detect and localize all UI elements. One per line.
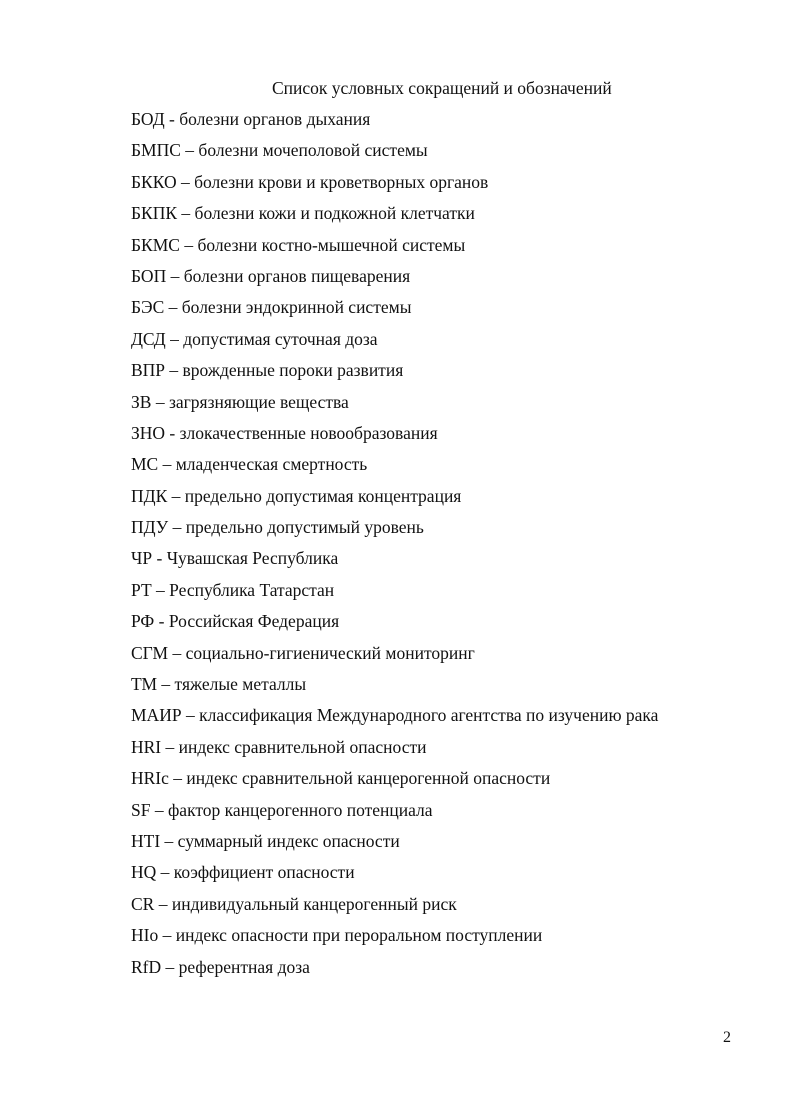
separator: – <box>180 140 199 161</box>
abbreviation-definition: Чувашская Республика <box>166 548 339 569</box>
separator: - <box>154 611 169 632</box>
abbreviation-term: ЧР <box>131 548 153 569</box>
abbreviation-definition: болезни кожи и подкожной клетчатки <box>194 203 475 224</box>
separator: – <box>168 768 187 789</box>
separator: – <box>166 265 184 286</box>
list-item <box>131 264 658 295</box>
abbreviation-definition: индекс опасности при пероральном поступлении <box>175 925 543 946</box>
separator: – <box>150 799 168 820</box>
abbreviation-definition: индекс сравнительной канцерогенной опасности <box>186 768 551 789</box>
list-item <box>131 703 658 734</box>
separator: – <box>157 674 175 695</box>
abbreviation-term: HRI <box>131 736 162 757</box>
separator: – <box>164 297 182 318</box>
list-item <box>131 484 658 515</box>
separator: – <box>158 454 176 475</box>
list-item <box>131 233 658 264</box>
abbreviation-definition: индекс сравнительной опасности <box>178 736 427 757</box>
list-item <box>131 452 658 483</box>
separator: – <box>177 203 195 224</box>
abbreviation-term: HTI <box>131 830 161 851</box>
list-item <box>131 955 658 986</box>
separator: – <box>154 893 172 914</box>
list-item <box>131 107 658 138</box>
abbreviation-term: ЗНО <box>131 422 166 443</box>
separator: – <box>151 579 170 600</box>
list-item <box>131 578 658 609</box>
list-item <box>131 609 658 640</box>
separator: – <box>179 234 198 255</box>
abbreviation-term: HQ <box>131 862 157 883</box>
list-item <box>131 515 658 546</box>
abbreviation-term: ПДУ <box>131 517 169 538</box>
abbreviation-term: БКМС <box>131 234 180 255</box>
abbreviation-term: ДСД <box>131 328 166 349</box>
list-item <box>131 860 658 891</box>
abbreviation-definition: болезни органов пищеварения <box>183 265 411 286</box>
separator: – <box>181 705 200 726</box>
abbreviation-definition: тяжелые металлы <box>174 674 307 695</box>
abbreviation-term: CR <box>131 893 155 914</box>
abbreviation-definition: суммарный индекс опасности <box>177 830 400 851</box>
abbreviation-definition: индивидуальный канцерогенный риск <box>171 893 457 914</box>
separator: - <box>165 422 180 443</box>
list-item <box>131 295 658 326</box>
list-item <box>131 892 658 923</box>
abbreviation-term: БКПК <box>131 203 178 224</box>
separator: – <box>176 171 195 192</box>
list-item <box>131 735 658 766</box>
abbreviation-term: МАИР <box>131 705 182 726</box>
abbreviation-definition: Республика Татарстан <box>169 579 335 600</box>
list-item <box>131 421 658 452</box>
list-item <box>131 672 658 703</box>
separator: – <box>158 925 176 946</box>
list-item <box>131 798 658 829</box>
abbreviation-term: СГМ <box>131 642 169 663</box>
abbreviation-term: БОП <box>131 265 167 286</box>
abbreviation-term: HIo <box>131 925 159 946</box>
abbreviation-term: БЭС <box>131 297 165 318</box>
list-item <box>131 829 658 860</box>
list-item <box>131 170 658 201</box>
abbreviation-definition: социально-гигиенический мониторинг <box>185 642 475 663</box>
list-item <box>131 546 658 577</box>
abbreviation-term: БМПС <box>131 140 181 161</box>
abbreviation-definition: младенческая смертность <box>175 454 368 475</box>
abbreviation-definition: предельно допустимая концентрация <box>184 485 462 506</box>
abbreviation-term: БККО <box>131 171 177 192</box>
abbreviation-definition: болезни мочеполовой системы <box>198 140 428 161</box>
separator: – <box>165 328 184 349</box>
abbreviation-definition: загрязняющие вещества <box>168 391 349 412</box>
abbreviation-definition: врожденные пороки развития <box>182 360 404 381</box>
list-item <box>131 138 658 169</box>
separator: – <box>151 391 169 412</box>
abbreviation-term: БОД <box>131 109 165 129</box>
separator: - <box>164 109 180 129</box>
abbreviation-term: RfD <box>131 956 162 977</box>
list-item <box>131 327 658 358</box>
abbreviation-definition: болезни органов дыхания <box>179 109 371 129</box>
abbreviation-term: МС <box>131 454 159 475</box>
abbreviation-definition: классификация Международного агентства по изучению рака <box>199 705 659 726</box>
abbreviation-term: РТ <box>131 579 152 600</box>
abbreviation-definition: допустимая суточная доза <box>183 328 378 349</box>
abbreviation-term: ВПР <box>131 360 166 381</box>
abbreviation-definition: болезни эндокринной системы <box>181 297 412 318</box>
abbreviation-term: SF <box>131 799 151 820</box>
abbreviation-term: ПДК <box>131 485 168 506</box>
separator: - <box>152 548 167 569</box>
separator: – <box>156 862 174 883</box>
abbreviation-definition: предельно допустимый уровень <box>185 517 424 538</box>
separator: – <box>161 956 179 977</box>
page-number: 2 <box>723 1029 731 1046</box>
separator: – <box>168 517 186 538</box>
separator: – <box>168 642 186 663</box>
abbreviation-definition: коэффициент опасности <box>173 862 355 883</box>
separator: – <box>167 485 185 506</box>
abbreviation-definition: фактор канцерогенного потенциала <box>167 799 433 820</box>
page-title: Список условных сокращений и обозначений <box>272 78 612 98</box>
abbreviation-term: РФ <box>131 611 155 632</box>
abbreviation-definition: референтная доза <box>178 956 310 977</box>
list-item <box>131 390 658 421</box>
separator: – <box>161 736 179 757</box>
list-item <box>131 641 658 672</box>
list-item <box>131 766 658 797</box>
separator: – <box>160 830 178 851</box>
abbreviation-term: HRIc <box>131 768 169 789</box>
abbreviation-list <box>131 107 658 986</box>
list-item <box>131 358 658 389</box>
abbreviation-definition: злокачественные новообразования <box>179 422 438 443</box>
abbreviation-definition: болезни крови и кроветворных органов <box>194 171 489 192</box>
abbreviation-definition: болезни костно-мышечной системы <box>197 234 466 255</box>
list-item <box>131 201 658 232</box>
abbreviation-definition: Российская Федерация <box>168 611 340 632</box>
list-item <box>131 923 658 954</box>
abbreviation-term: ЗВ <box>131 391 152 412</box>
abbreviation-term: ТМ <box>131 674 158 695</box>
separator: – <box>165 360 183 381</box>
